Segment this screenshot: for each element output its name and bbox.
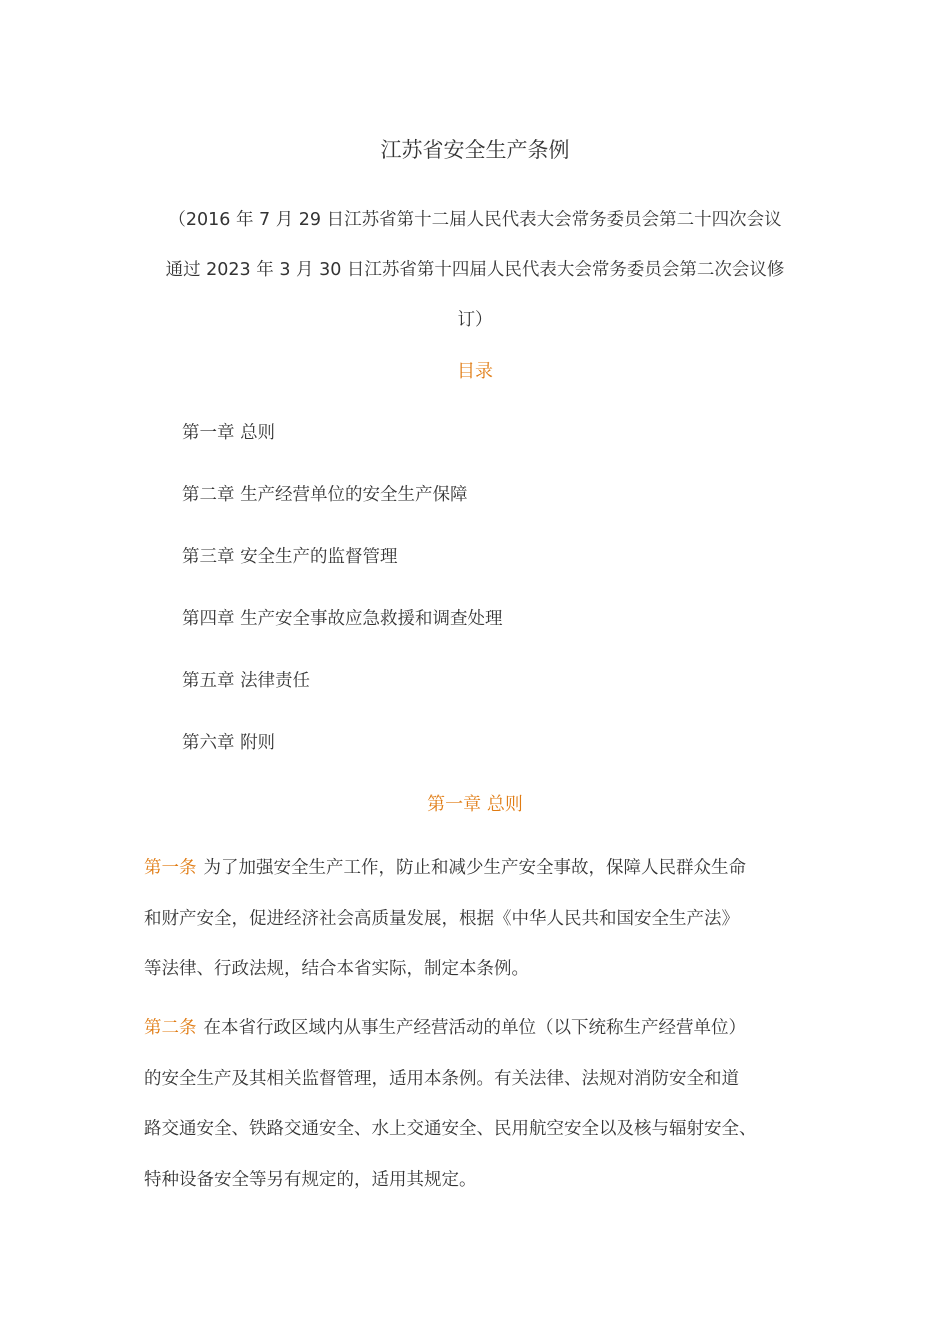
chapter-heading: 第一章 总则 xyxy=(427,794,523,815)
toc-item: 第五章 法律责任 xyxy=(182,671,311,691)
article-text: 在本省行政区域内从事生产经营活动的单位（以下统称生产经营单位） xyxy=(203,1018,746,1038)
toc-item: 第四章 生产安全事故应急救援和调查处理 xyxy=(182,609,503,629)
article-line: 和财产安全，促进经济社会高质量发展，根据《中华人民共和国安全生产法》 xyxy=(144,908,739,929)
toc-heading: 目录 xyxy=(457,361,493,382)
article-text: 为了加强安全生产工作，防止和减少生产安全事故，保障人民群众生命 xyxy=(203,858,746,878)
subtitle-line: （2016 年 7 月 29 日江苏省第十二届人民代表大会常务委员会第二十四次会议 xyxy=(168,210,782,230)
article-line xyxy=(144,1003,810,1054)
article-line: 特种设备安全等另有规定的，适用其规定。 xyxy=(144,1169,477,1190)
article-label: 第二条 xyxy=(144,1018,197,1038)
subtitle-line: 订） xyxy=(457,310,493,330)
subtitle-line: 通过 2023 年 3 月 30 日江苏省第十四届人民代表大会常务委员会第二次会议修 xyxy=(165,260,785,280)
toc-item: 第二章 生产经营单位的安全生产保障 xyxy=(182,485,468,505)
toc-item: 第六章 附则 xyxy=(182,733,276,753)
article-2 xyxy=(144,1003,810,1205)
article-line: 等法律、行政法规，结合本省实际，制定本条例。 xyxy=(144,959,529,979)
toc-item: 第一章 总则 xyxy=(182,423,276,443)
article-label: 第一条 xyxy=(144,858,197,878)
article-line xyxy=(144,843,810,894)
toc-item: 第三章 安全生产的监督管理 xyxy=(182,547,398,567)
document-title: 江苏省安全生产条例 xyxy=(380,138,570,162)
article-1 xyxy=(144,843,810,995)
table-of-contents xyxy=(182,418,503,790)
document-subtitle xyxy=(142,195,808,345)
article-line: 的安全生产及其相关监督管理，适用本条例。有关法律、法规对消防安全和道 xyxy=(144,1068,739,1089)
article-line: 路交通安全、铁路交通安全、水上交通安全、民用航空安全以及核与辐射安全、 xyxy=(144,1119,757,1139)
